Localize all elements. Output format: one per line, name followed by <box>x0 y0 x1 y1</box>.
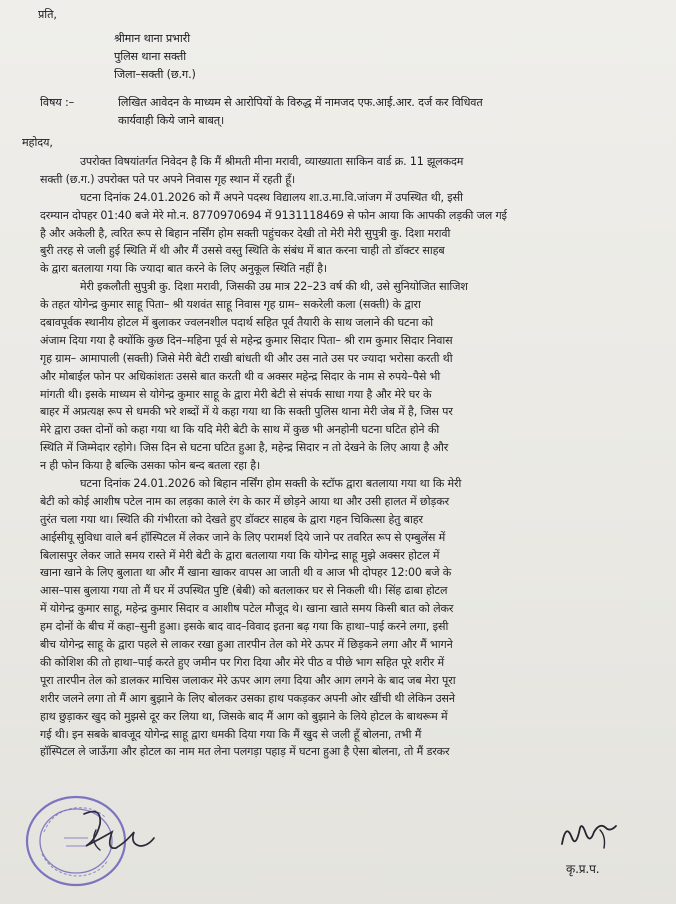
body-line: बीच योगेन्द्र साहू के द्वारा पहले से लाकर रखा हुआ तारपीन तेल को मेरे ऊपर में छिड़कने लगा और मैं भागने <box>40 638 453 652</box>
officer-initials-signature <box>66 800 156 860</box>
body-line: के द्वारा बतलाया गया कि ज्यादा बात करने के लिए अनुकूल स्थिति नहीं है। <box>40 262 327 276</box>
body-line: दबावपूर्वक स्थानीय होटल में बुलाकर ज्वलनशील पदार्थ सहित पूर्व तैयारी के साथ जलाने की घटना को <box>40 316 433 330</box>
subject-line-1: लिखित आवेदन के माध्यम से आरोपियों के विरुद्ध में नामजद एफ.आई.आर. दर्ज कर विधिवत <box>118 96 483 109</box>
body-line: मेरे द्वारा उक्त दोनों को कहा गया था कि यदि मेरी बेटी के साथ में कुछ भी अनहोनी घटना घटित होने की <box>40 423 440 437</box>
body-line: बिलासपुर लेकर जाते समय रास्ते में मेरी बेटी के द्वारा बतलाया गया कि योगेन्द्र साहू मुझे अक्सर होटल में <box>40 548 440 562</box>
body-line: मेरी इकलौती सुपुत्री कु. दिशा मरावी, जिसकी उम्र मात्र 22–23 वर्ष की थी, उसे सुनियोजित साजिश <box>80 280 468 294</box>
body-line: घटना दिनांक 24.01.2026 को मैं अपने पदस्थ विद्यालय शा.उ.मा.वि.जांजग में उपस्थित थी, इसी <box>80 190 463 204</box>
body-line: है और अकेली है, त्वरित रूप से बिहान नर्सिंग होम सक्ती पहुंचकर देखी तो मेरी मेरी सुपुत्री कु. दिशा मरावी <box>40 226 451 240</box>
body-line: के तहत योगेन्द्र कुमार साहू पिता– श्री यशवंत साहू निवास गृह ग्राम– सकरेली कला (सक्ती) के द्वारा <box>40 298 421 312</box>
body-line: स्थिति में जिम्मेदार रहोगे। जिस दिन से घटना घटित हुआ है, महेन्द्र सिदार न तो देखने के लिए आया है और <box>40 441 449 455</box>
body-line: न ही फोन किया है बल्कि उसका फोन बन्द बतला रहा है। <box>40 459 261 473</box>
letter-body <box>40 155 660 763</box>
body-line: और मोबाईल फोन पर अधिकांशतः उससे बात करती थी व अक्सर महेन्द्र सिदार के नाम से रुपये–पैसे भी <box>40 369 441 383</box>
body-line: गई थी। इन सबके बावजूद योगेन्द्र साहू द्वारा धमकी दिया गया कि मैं खुद से जली हूँ बोलना, तभी मैं <box>40 727 422 741</box>
body-line: घटना दिनांक 24.01.2026 को बिहान नर्सिंग होम सक्ती के स्टॉफ द्वारा बतलाया गया था कि मेरी <box>80 477 462 491</box>
body-line: सक्ती (छ.ग.) उपरोक्त पते पर अपने निवास गृह स्थान में रहती हूँ। <box>40 172 295 186</box>
body-line: खाना खाने के लिए बुलाता था और मैं खाना खाकर वापस आ जाती थी व आज भी दोपहर 12:00 बजे के <box>40 566 452 580</box>
body-line: तुरंत चला गया था। स्थिति की गंभीरता को देखते हुए डॉक्टर साहब के द्वारा गहन चिकित्सा हेतु बाहर <box>40 512 423 526</box>
addressee-line-2: पुलिस थाना सक्ती <box>114 50 186 63</box>
body-line: हॉस्पिटल ले जाऊँगा और होटल का नाम मत लेना पलगड़ा पहाड़ में घटना हुआ है ऐसा बोलना, तो मैं डरकर <box>40 745 450 759</box>
body-line: दरम्यान दोपहर 01:40 बजे मेरे मो.न. 8770970694 में 9131118469 से फोन आया कि आपकी लड़की जल गई <box>40 208 507 222</box>
body-line: शरीर जलने लगा तो मैं आग बुझाने के लिए बोलकर उसका हाथ पकड़कर अपनी ओर खींची थी लेकिन उसने <box>40 691 455 705</box>
body-line: हम दोनों के बीच में कहा–सुनी हुआ। इसके बाद वाद–विवाद इतना बढ़ गया कि हाथा–पाई करने लगा, इसी <box>40 620 449 634</box>
body-line: अंजाम दिया गया है क्योंकि कुछ दिन–महिना पूर्व से महेन्द्र कुमार सिदार पिता– श्री राम कुमार सिदार निवास <box>40 333 453 347</box>
body-line: बाहर में अप्रत्यक्ष रूप से धमकी भरे शब्दों में ये कहा गया था कि सक्ती पुलिस थाना मेरी जेब में है, जिस पर <box>40 405 453 419</box>
body-line: पूरा तारपीन तेल को डालकर माचिस जलाकर मेरे ऊपर आग लगा दिया और आग लगने के बाद जब मेरा पूरा <box>40 673 456 687</box>
body-line: आस–पास बुलाया गया तो मैं घर में उपस्थित पुष्टि (बेबी) को बतलाकर घर से निकली थी। सिंह ढाबा होटल <box>40 584 448 598</box>
body-line: उपरोक्त विषयांतर्गत निवेदन है कि मैं श्रीमती मीना मरावी, व्याख्याता साकिन वार्ड क्र. 11 झूलकदम <box>80 155 464 168</box>
body-line: बेटी को कोई आशीष पटेल नाम का लड़का काले रंग के कार में छोड़ने आया था और उसी हालत में छोड़कर <box>40 494 449 508</box>
subject-label: विषय :– <box>40 96 75 109</box>
body-line: आईसीयू सुविधा वाले बर्न हॉस्पिटल में लेकर जाने के लिए परामर्श दिये जाने पर तवरित रूप से एम्बुलेंस में <box>40 530 446 544</box>
applicant-signature <box>556 816 626 856</box>
body-line: की कोशिश की तो हाथा–पाई करते हुए जमीन पर गिरा दिया और मेरे पीठ व पीछे भाग सहित पूरे शरीर में <box>40 655 445 669</box>
body-line: मांगती थी। इसके माध्यम से योगेन्द्र कुमार साहू के द्वारा मेरी बेटी से संपर्क साधा गया है और मेरे घर के <box>40 387 432 401</box>
body-line: बुरी तरह से जली हुई स्थिति में थी और मैं उससे वस्तु स्थिति के संबंध में बात करना चाही तो डॉक्टर साहब <box>40 244 445 258</box>
subject-line-2: कार्यवाही किये जाने बाबत्। <box>118 114 225 127</box>
salutation: महोदय, <box>22 136 53 149</box>
body-line: में योगेन्द्र कुमार साहू, महेन्द्र कुमार सिदार व आशीष पटेल मौजूद थे। खाना खाते समय किसी बात को लेकर <box>40 602 454 616</box>
addressee-line-1: श्रीमान थाना प्रभारी <box>114 32 190 45</box>
addressee-line-3: जिला–सक्ती (छ.ग.) <box>114 68 196 81</box>
body-line: हाथ छुड़ाकर खुद को मुझसे दूर कर लिया था, जिसके बाद मैं आग को बुझाने के लिये होटल के बाथरूम में <box>40 709 448 723</box>
please-turn-over: कृ.प्र.प. <box>566 862 600 876</box>
addressee-prati: प्रति, <box>38 8 57 21</box>
body-line: गृह ग्राम– आमापाली (सक्ती) जिसे मेरी बेटी राखी बांधती थी और उस नाते उस पर ज्यादा भरोसा करती थी <box>40 351 453 365</box>
